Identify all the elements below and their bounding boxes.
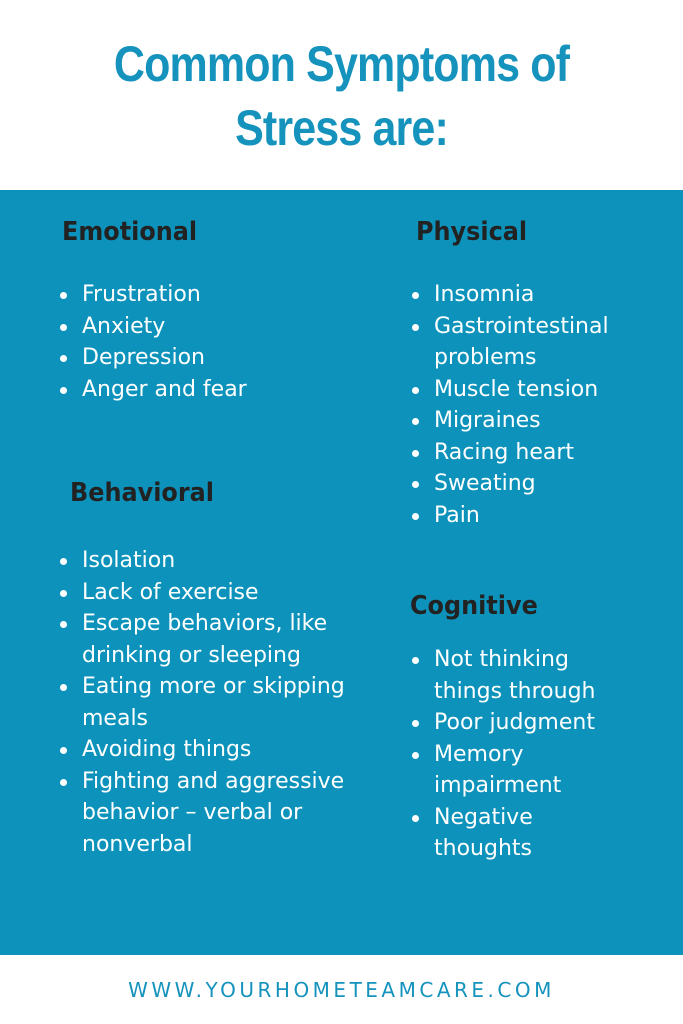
list-item: Racing heart: [412, 437, 652, 469]
list-item: Insomnia: [412, 279, 652, 311]
title-line-1: Common Symptoms of: [113, 36, 570, 92]
list-item: Isolation: [60, 545, 345, 577]
list-item: Eating more or skipping meals: [60, 671, 345, 734]
list-item: Sweating: [412, 468, 652, 500]
list-item: Negative thoughts: [412, 802, 612, 865]
list-item: Poor judgment: [412, 707, 612, 739]
list-item: Memory impairment: [412, 739, 612, 802]
list-item: Depression: [60, 342, 360, 374]
list-item: Fighting and aggressive behavior – verbal or nonverbal: [60, 766, 345, 861]
list-behavioral: [60, 545, 345, 860]
heading-cognitive: Cognitive: [410, 591, 538, 621]
heading-physical: Physical: [416, 217, 528, 247]
list-item: Migraines: [412, 405, 652, 437]
title-line-2: Stress are:: [235, 100, 448, 156]
list-item: Pain: [412, 500, 652, 532]
list-item: Not thinking things through: [412, 644, 612, 707]
list-cognitive: [412, 644, 612, 865]
list-physical: [412, 279, 652, 531]
list-emotional: [60, 279, 360, 405]
list-item: Muscle tension: [412, 374, 652, 406]
page-title: [48, 32, 635, 160]
list-item: Avoiding things: [60, 734, 345, 766]
list-item: Frustration: [60, 279, 360, 311]
symptoms-panel: [0, 190, 683, 955]
list-item: Lack of exercise: [60, 577, 345, 609]
list-item: Escape behaviors, like drinking or sleeping: [60, 608, 345, 671]
heading-emotional: Emotional: [62, 217, 198, 247]
list-item: Anxiety: [60, 311, 360, 343]
list-item: Gastrointestinal problems: [412, 311, 652, 374]
list-item: Anger and fear: [60, 374, 360, 406]
heading-behavioral: Behavioral: [70, 478, 214, 508]
website-url: WWW.YOURHOMETEAMCARE.COM: [128, 978, 555, 1002]
